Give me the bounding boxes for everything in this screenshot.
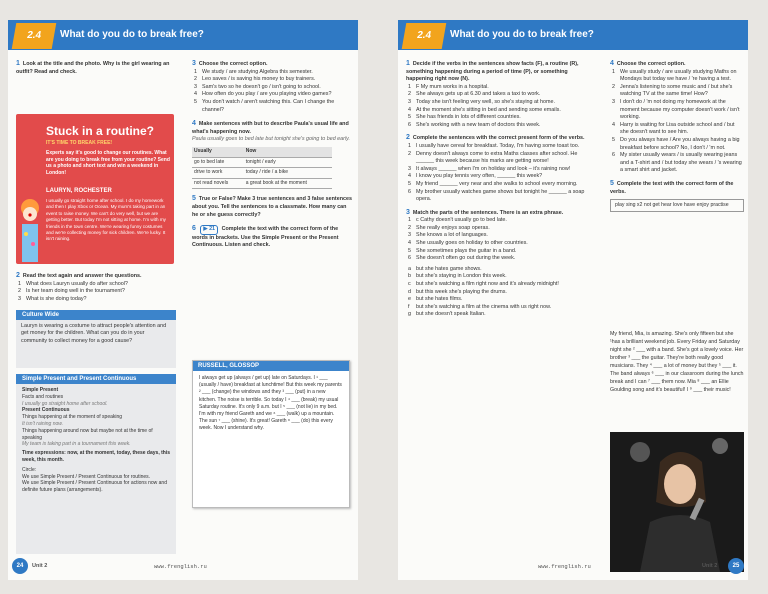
grammar-sp-example: I usually go straight home after school. bbox=[22, 400, 108, 407]
lesson-title-right: What do you do to break free? bbox=[450, 29, 594, 40]
page-number-right: 25 bbox=[728, 558, 744, 574]
r-exercise-3: 3 Match the parts of the sentences. There is an extra phrase. bbox=[406, 208, 564, 216]
russell-note bbox=[192, 360, 350, 508]
culture-box bbox=[16, 310, 176, 368]
article-intro: Experts say it's good to change our routines. What are you doing to break free from your routine? Send us a photo and short text and win a weekend in London! bbox=[46, 150, 170, 176]
word-box: play sing x2 not get hear love have enjoy practise bbox=[610, 199, 744, 212]
grammar-pc-sub2: Things happening around now but maybe not at the time of speaking bbox=[22, 427, 153, 441]
unit-label-left: Unit 2 bbox=[32, 563, 48, 569]
exercise-4-example: Paula usually goes to bed late but tonight she's going to bed early. bbox=[192, 136, 350, 143]
paula-table: Usually Now go to bed late tonight / early drive to work today / ride / a bike not read novels a great book at the moment bbox=[192, 147, 332, 189]
right-left-column: 1 Decide if the verbs in the sentences show facts (F), a routine (R), something happening during a period of time (P), or something happening right now (N). 1 F My mum works in a hospital. 2 She always gets up at 6.30 and takes a taxi to work. 3 Today she isn't feeling very well, so she's staying at home. 4 At the moment she's sitting in bed and sending some emails. 5 She has friends in lots of different countries. 6 She's working with a new team of doctors this week. 2 Complete the sentences with the correct present form of the verbs. 1 I usually have cereal for breakfast. Today, I'm having some toast too. 2 Denny doesn't always come to extra Maths classes after school. He ______ this week because his marks are getting worse! 3 It always ______ when I'm on holiday and look – it's raining now! 4 I know you play tennis very often, ______ this week? 5 My friend ______ very near and she walks to school every morning. 6 My brother usually watches game shows but tonight he ______ a soap opera. 3 Match the parts of the sentences. There is an extra phrase. 1 c Cathy doesn't usually go to bed late. 2 She really enjoys soap operas. 3 She knows a lot of languages. 4 She usually goes on holiday to other countries. 5 She sometimes plays the guitar in a band. 6 She doesn't often go out during the week. a but she hates game shows. b but she's staying in London this week. c but she's watching a film right now and it's already midnight! d but this week she's playing the drums. e but she hates films. f but she's watching a film at the cinema with us right now. g but she doesn't speak Italian. bbox=[406, 56, 594, 319]
article-heading: Stuck in a routine? bbox=[46, 124, 155, 138]
right-page bbox=[398, 20, 748, 580]
lesson-badge: 2.4 bbox=[12, 23, 57, 49]
grammar-pc-example2: My team is taking part in a tournament this week. bbox=[22, 441, 131, 448]
grammar-box bbox=[16, 374, 176, 554]
r-exercise-5: 5 Complete the text with the correct form of the verbs. bbox=[610, 179, 734, 195]
exercise-3: 3 Choose the correct option. 1 We study / are studying Algebra this semester. 2 Leo saves / is saving his money to buy trainers. 3 Sam's two so he doesn't go / isn't going to school. 4 How often do you play / are you playing video games? 5 You don't watch / aren't watching this. Can I change the channel? 4 Make sentences with but to describe Paula's usual life and what's happening now. Paula usually goes to bed late but tonight she's going to bed early. Usually Now go to bed late tonight / early drive to work today / ride / a bike not read novels a great book at the moment 5 True or False? Make 3 true sentences and 3 false sentences about you. Tell the sentences to a classmate. How many can he or she guess correctly? 6 ▶ 21 Complete the text with the correct form of the words in brackets. Use the Simple Present or the Present Continuous. Listen and check. bbox=[192, 60, 353, 249]
grammar-time-expressions: Time expressions: now, at the moment, today, these days, this week, this month. bbox=[22, 450, 171, 463]
singer-photo-icon bbox=[610, 432, 744, 572]
r-exercise-1: 1 Decide if the verbs in the sentences show facts (F), a routine (R), something happening during a period of time (P), or something happening right now (N). bbox=[406, 60, 579, 83]
lesson-header-band-right bbox=[398, 20, 748, 50]
grammar-heading: Simple Present and Present Continuous bbox=[16, 374, 176, 384]
site-watermark-right: www.frenglish.ru bbox=[538, 563, 591, 570]
exercise-5: 5 True or False? Make 3 true sentences and 3 false sentences about you. Tell the sentences to a classmate. How many can he or she guess correctly? bbox=[192, 195, 353, 218]
left-page bbox=[8, 20, 358, 580]
note-body: I always get up (always / get up) late on Saturdays. I ¹ ___ (usually / have) breakfast at lunchtime! But this week my parents ² ___ (change) the windows and they ³ ___ (put) in a new kitchen. The noise is terrible. So today I ⁴ ___ (break) my usual Saturday routine. It's only 9 a.m. but I ⁵ ___ (not lie) in my bed. I'm with my friend Gareth and we ⁶ ___ (walk) up a mountain. The sun ⁷ ___ (shine). It's great! Gareth ⁸ ___ (do) this every week. Now I understand why. bbox=[199, 375, 342, 432]
left-column bbox=[16, 56, 176, 76]
article-author: LAURYN, ROCHESTER bbox=[46, 188, 112, 194]
clown-photo-icon bbox=[18, 194, 42, 264]
exercise-6: 6 ▶ 21 Complete the text with the correct form of the words in brackets. Use the Simple Present or the Present Continuous. Listen and check. bbox=[192, 225, 339, 249]
exercise-4: 4 Make sentences with but to describe Paula's usual life and what's happening now. bbox=[192, 120, 349, 135]
grammar-sp-title: Simple Present bbox=[22, 387, 59, 393]
lesson-badge-right: 2.4 bbox=[402, 23, 447, 49]
r-exercise-2: 2 Complete the sentences with the correct present form of the verbs. bbox=[406, 134, 585, 142]
page-number-left: 24 bbox=[12, 558, 28, 574]
lesson-title: What do you do to break free? bbox=[60, 29, 204, 40]
unit-label-right: Unit 2 bbox=[702, 563, 718, 569]
grammar-circle: Circle: bbox=[22, 466, 37, 473]
grammar-pc-title: Present Continuous bbox=[22, 407, 70, 414]
exercise-2: 2 Read the text again and answer the questions. 1 What does Lauryn usually do after school? 2 Is her team doing well in the tournament? 3 What is she doing today? bbox=[16, 272, 142, 302]
note-title: RUSSELL, GLOSSOP bbox=[193, 361, 349, 371]
grammar-use-1: We use Simple Present / Present Continuous for routines. bbox=[22, 473, 151, 480]
r-exercise-4: 4 Choose the correct option. 1 We usually study / are usually studying Maths on Mondays but today we have / 're having a test. 2 Jenna's listening to some music and / but she's watching TV at the same time! How? 3 I don't do / 'm not doing my homework at the moment because my computer doesn't work / isn't working. 4 Harry is waiting for Lisa outside school and / but she doesn't want to see him. 5 Do you always have / Are you always having a big breakfast before school? No, I don't / 'm not. 6 My sister usually wears / is usually wearing jeans and a T-shirt and / but today she wears / 's wearing a smart shirt and jacket. 5 Complete the text with the correct form of the verbs. play sing x2 not get hear love have enjoy practise bbox=[610, 56, 744, 212]
article-card bbox=[16, 114, 174, 264]
grammar-use-2: We use Simple Present / Present Continuous for actions now and definite future plans (arrangements). bbox=[22, 480, 167, 494]
audio-track-icon[interactable]: ▶ 21 bbox=[200, 225, 218, 235]
exercise-1: 1 Look at the title and the photo. Why is the girl wearing an outfit? Read and check. bbox=[16, 60, 170, 75]
grammar-pc-sub: Things happening at the moment of speaking bbox=[22, 414, 123, 421]
article-post: I usually go straight home after school. I do my homework and then I play Xbox or Ocean. My mum's taking part in an event to raise money. We can't do very well, but we are getting better. But today I'm not sitting at home. I'm with my friends in the town centre. We're wearing funny costumes and we're collecting money for sick children. We're lucky. It isn't raining. bbox=[46, 198, 166, 242]
culture-text: Lauryn is wearing a costume to attract people's attention and get money for the children. What can you do in your community to collect money for a good cause? bbox=[21, 323, 167, 344]
match-options: a but she hates game shows. b but she's staying in London this week. c but she's watching a film right now and it's already midnight! d but this week she's playing the drums. e but she hates films. f but she's watching a film at the cinema with us right now. g but she doesn't speak Italian. bbox=[408, 265, 559, 318]
culture-heading: Culture Wide bbox=[16, 310, 176, 320]
mia-story: My friend, Mia, is amazing. She's only fifteen but she ¹has a brilliant weekend job. Every Friday and Saturday night she ² ___ with a band. She's got a lovely voice. Her brother ³ ___ the guitar. They're both really good musicians. They ⁴ ___ a lot of money but they ⁵ ___ it. The band always ⁶ ___ in our classroom during the lunch break and I can ⁷ ___ them now. Mia ⁸ ___ an Ellie Goulding song and it's beautiful! I ⁹ ___ their music! bbox=[610, 331, 744, 393]
grammar-pc-example: It isn't raining now. bbox=[22, 420, 63, 427]
grammar-sp-sub: Facts and routines bbox=[22, 393, 64, 400]
lesson-header-band bbox=[8, 20, 358, 50]
site-watermark-left: www.frenglish.ru bbox=[154, 563, 207, 570]
article-subheading: IT'S TIME TO BREAK FREE! bbox=[46, 140, 113, 146]
